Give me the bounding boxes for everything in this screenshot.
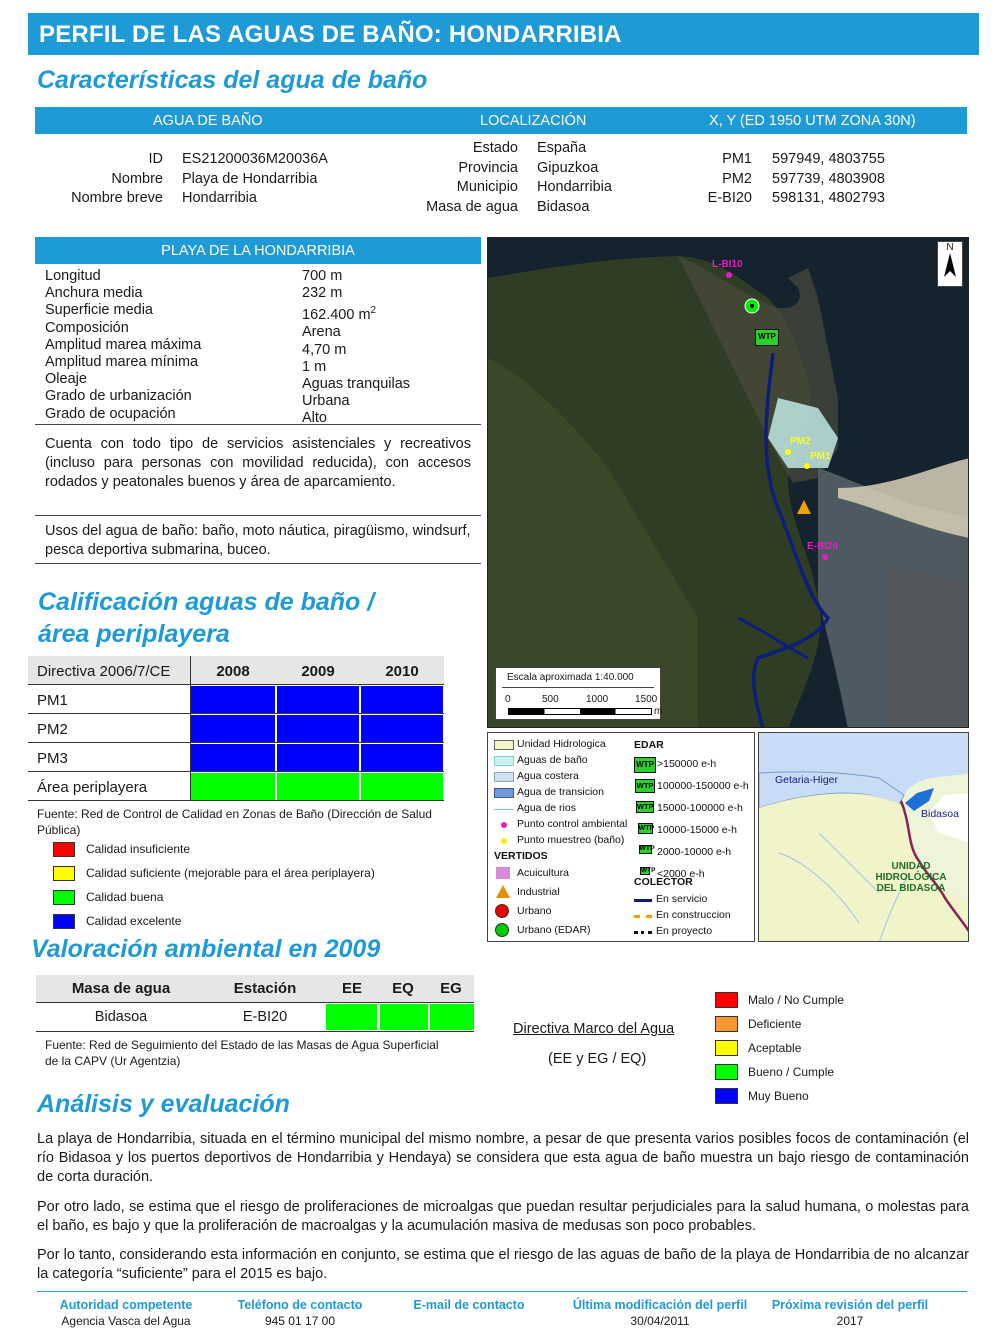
qual-cell xyxy=(361,773,443,800)
estacion-value: E-BI20 xyxy=(242,1009,288,1025)
legend-dot xyxy=(501,838,507,844)
qualification-legend xyxy=(53,842,473,942)
env-cell xyxy=(380,1004,428,1030)
key: Amplitud marea mínima xyxy=(45,354,199,371)
col-eq: EQ xyxy=(392,980,414,997)
key: Nombre xyxy=(111,170,163,187)
wtp-icon: WTP xyxy=(641,867,656,874)
qualification-source: Fuente: Red de Control de Calidad en Zonas de Baño (Dirección de Salud Pública) xyxy=(37,807,432,837)
legend-swatch xyxy=(53,866,75,881)
footer-label: Última modificación del perfil xyxy=(572,1298,748,1312)
characteristics-heading: Características del agua de baño xyxy=(37,66,428,94)
page-header xyxy=(28,13,979,55)
qual-cell xyxy=(277,715,359,742)
vertidos-title: VERTIDOS xyxy=(494,850,548,862)
value: 232 m xyxy=(302,285,343,302)
footer-label: E-mail de contacto xyxy=(413,1298,525,1312)
north-arrow xyxy=(937,241,963,287)
beach-services: Cuenta con todo tipo de servicios asistenciales y recreativos (incluso para personas con movilidad reducida), con accesos rodados y peatonales buenos y área de aparcamiento. xyxy=(35,430,481,516)
footer xyxy=(37,1291,967,1336)
directive-label: Directiva 2006/7/CE xyxy=(37,663,171,680)
legend-label: Unidad Hidrologica xyxy=(517,738,606,750)
environment-source: Fuente: Red de Seguimiento del Estado de las Masas de Agua Superficial de la CAPV (Ur Agentzia) xyxy=(45,1038,439,1068)
year-2009: 2009 xyxy=(301,663,335,680)
legend-label: Punto control ambiental xyxy=(517,818,628,830)
map-image xyxy=(488,238,969,728)
legend-label: Punto muestreo (baño) xyxy=(517,834,625,846)
legend-label: 15000-100000 e-h xyxy=(657,802,743,814)
footer-value: 945 01 17 00 xyxy=(264,1314,336,1328)
qual-cell xyxy=(277,773,359,800)
key: Provincia xyxy=(458,159,518,176)
qual-cell xyxy=(361,744,443,771)
key: Masa de agua xyxy=(426,198,518,215)
legend-symbol xyxy=(496,867,510,879)
legend-line xyxy=(634,899,652,902)
legend-symbol xyxy=(496,885,510,898)
footer-value: Agencia Vasca del Agua xyxy=(61,1314,191,1328)
col-estacion: Estación xyxy=(233,980,297,997)
satellite-map xyxy=(487,237,969,728)
inset-unidad-line: DEL BIDASOA xyxy=(876,883,946,894)
qual-cell xyxy=(361,686,443,713)
footer-label: Autoridad competente xyxy=(59,1298,193,1312)
legend-label: Industrial xyxy=(517,886,560,898)
wtp-icon: WTP xyxy=(635,779,655,793)
wtp-icon: WTP xyxy=(634,757,656,773)
environment-legend xyxy=(715,992,915,1112)
legend-label: Calidad suficiente (mejorable para el área periplayera) xyxy=(86,866,375,880)
col-eg: EG xyxy=(440,980,462,997)
legend-line xyxy=(634,915,652,918)
value: 700 m xyxy=(302,268,343,284)
wtp-icon: WTP xyxy=(639,845,655,852)
scale-tick: 500 xyxy=(542,694,559,705)
masa-value: Bidasoa xyxy=(94,1009,148,1025)
value: 1 m xyxy=(302,358,327,375)
analysis-p2: Por otro lado, se estima que el riesgo de proliferaciones de microalgas que puedan resultar perjudiciales para la salud humana, o molestas para el baño, es bajo y que la proliferación de macroalgas y la acumulación masiva de medusas son poco probables. xyxy=(37,1199,969,1234)
legend-label: 100000-150000 e-h xyxy=(657,780,749,792)
beach-keys xyxy=(45,268,201,423)
label-pm2: PM2 xyxy=(790,436,811,447)
beach-header xyxy=(35,237,481,264)
legend-label: Urbano (EDAR) xyxy=(517,924,591,936)
legend-label: <2000 e-h xyxy=(657,868,705,880)
legend-swatch xyxy=(715,992,738,1008)
characteristics-header-bar xyxy=(35,107,967,134)
qual-cell xyxy=(277,686,359,713)
key: E-BI20 xyxy=(707,190,752,206)
legend-label: >150000 e-h xyxy=(657,758,717,770)
environment-table xyxy=(36,975,474,1032)
qual-row-label: PM1 xyxy=(37,692,68,709)
key: Nombre breve xyxy=(71,190,163,206)
legend-swatch xyxy=(53,890,75,905)
legend-swatch xyxy=(53,842,75,857)
inset-unidad-line: HIDROLÓGICA xyxy=(875,872,947,883)
legend-line xyxy=(634,931,652,934)
key: Municipio xyxy=(456,179,518,195)
edar-title: EDAR xyxy=(634,739,664,751)
legend-swatch xyxy=(494,772,514,782)
coord-keys xyxy=(680,150,752,209)
map-scale xyxy=(495,667,661,720)
wtp-icon: WTP xyxy=(638,824,655,832)
qual-cell xyxy=(191,773,275,800)
key: ID xyxy=(148,151,163,167)
inset-map xyxy=(758,732,969,942)
legend-label: Agua costera xyxy=(517,770,579,782)
analysis-p3: Por lo tanto, considerando esta información en conjunto, se estima que el riesgo de las aguas de baño de la playa de Hondarribia de no alcanzar la categoría “suficiente” para el 2015 es bajo. xyxy=(37,1247,969,1282)
value: Hondarribia xyxy=(182,190,257,206)
legend-symbol xyxy=(495,904,509,918)
year-2010: 2010 xyxy=(385,663,419,680)
value: 597949, 4803755 xyxy=(772,151,885,167)
scale-tick: 0 xyxy=(505,694,511,705)
map-legend xyxy=(487,732,755,942)
superscript: 2 xyxy=(370,305,377,317)
legend-swatch xyxy=(53,914,75,929)
beach-uses: Usos del agua de baño: baño, moto náutica, piragüismo, windsurf, pesca deportiva submarina, buceo. xyxy=(35,516,481,564)
footer-value: 2017 xyxy=(836,1314,864,1328)
legend-label: Calidad insuficiente xyxy=(86,842,191,856)
key: PM2 xyxy=(722,170,752,187)
wtp-icon: WTP xyxy=(755,329,779,346)
col-coords: X, Y (ED 1950 UTM ZONA 30N) xyxy=(709,113,916,129)
qualification-heading-2: área periplayera xyxy=(38,620,230,648)
qual-cell xyxy=(191,715,275,742)
legend-swatch xyxy=(715,1064,738,1080)
legend-label: Aceptable xyxy=(748,1041,802,1055)
value: 597739, 4803908 xyxy=(772,170,885,187)
key: Superficie media xyxy=(45,302,153,319)
analysis-heading: Análisis y evaluación xyxy=(37,1090,290,1118)
qual-cell xyxy=(191,686,275,713)
qual-cell xyxy=(361,715,443,742)
wtp-marker xyxy=(755,326,779,346)
wtp-icon: WTP xyxy=(637,802,654,811)
legend-label: Bueno / Cumple xyxy=(748,1065,835,1079)
key: Composición xyxy=(45,319,129,336)
qual-cell xyxy=(191,744,275,771)
legend-label: En servicio xyxy=(656,893,708,905)
legend-label: Urbano xyxy=(517,905,552,917)
loc-keys xyxy=(380,139,518,217)
value: Arena xyxy=(302,324,341,341)
label-lbi10: L-BI10 xyxy=(712,259,743,270)
col-masa: Masa de agua xyxy=(71,980,171,997)
scale-tick: 1000 xyxy=(586,694,609,705)
col-ee: EE xyxy=(341,980,362,997)
legend-label: Acuicultura xyxy=(517,867,569,879)
north-arrow-icon xyxy=(943,253,957,279)
value: ES21200036M20036A xyxy=(182,151,328,167)
value: 598131, 4802793 xyxy=(772,190,885,206)
qual-cell xyxy=(277,744,359,771)
label-pm1: PM1 xyxy=(810,451,831,462)
qualification-table xyxy=(28,656,444,802)
colector-title: COLECTOR xyxy=(634,876,693,888)
legend-swatch xyxy=(494,740,514,750)
value: Urbana xyxy=(302,393,350,410)
legend-label: Calidad excelente xyxy=(86,914,182,928)
qual-row-label: Área periplayera xyxy=(37,779,148,796)
legend-label: 2000-10000 e-h xyxy=(657,846,732,858)
footer-value: 30/04/2011 xyxy=(630,1314,690,1328)
beach-values xyxy=(302,268,410,428)
legend-label: En construccion xyxy=(656,909,731,921)
inset-map-image xyxy=(759,733,969,942)
legend-label: Calidad buena xyxy=(86,890,164,904)
legend-swatch xyxy=(494,756,514,766)
value xyxy=(302,302,410,324)
label-ebi20: E-BI20 xyxy=(807,541,839,552)
legend-symbol xyxy=(495,923,509,937)
legend-swatch xyxy=(715,1040,738,1056)
env-cell xyxy=(430,1004,474,1030)
legend-swatch xyxy=(494,788,514,798)
value: Playa de Hondarribia xyxy=(182,170,318,187)
legend-swatch xyxy=(715,1088,738,1104)
scale-unit: m xyxy=(654,706,663,717)
beach-table xyxy=(35,264,481,425)
key: Grado de ocupación xyxy=(45,405,176,422)
agua-keys xyxy=(35,150,163,209)
col-localizacion: LOCALIZACIÓN xyxy=(480,113,587,129)
analysis-p1: La playa de Hondarribia, situada en el término municipal del mismo nombre, a pesar de que presenta varios posibles focos de contaminación (el río Bidasoa y los puertos deportivos de Hondarribia y Hendaya) se considera que esta agua de baño muestra un bajo riesgo de contaminación de corta duración. xyxy=(37,1131,969,1185)
key: Anchura media xyxy=(45,285,143,302)
scale-tick: 1500 xyxy=(635,694,658,705)
key: Longitud xyxy=(45,268,101,284)
key: Amplitud marea máxima xyxy=(45,336,202,353)
inset-getaria: Getaria-Higer xyxy=(775,774,839,786)
value: 4,70 m xyxy=(302,341,347,358)
key: Oleaje xyxy=(45,371,87,388)
footer-label: Teléfono de contacto xyxy=(237,1298,363,1312)
col-agua: AGUA DE BAÑO xyxy=(153,113,263,129)
legend-label: Malo / No Cumple xyxy=(748,993,845,1007)
footer-label: Próxima revisión del perfil xyxy=(771,1298,929,1312)
key: Estado xyxy=(472,140,518,156)
legend-label: Agua de rios xyxy=(517,802,576,814)
north-label: N xyxy=(946,242,954,253)
year-2008: 2008 xyxy=(216,663,250,680)
legend-label: En proyecto xyxy=(656,925,713,937)
scale-title: Escala aproximada 1:40.000 xyxy=(507,672,634,683)
value: Gipuzkoa xyxy=(537,159,599,176)
environment-heading: Valoración ambiental en 2009 xyxy=(31,935,381,963)
key: PM1 xyxy=(722,151,752,167)
legend-label: Aguas de baño xyxy=(517,754,588,766)
env-cell xyxy=(326,1004,377,1030)
value: Hondarribia xyxy=(537,179,612,195)
value-text: 162.400 m xyxy=(302,307,371,324)
value: España xyxy=(537,140,587,156)
qualification-heading-1: Calificación aguas de baño / xyxy=(38,588,375,616)
value: Bidasoa xyxy=(537,198,590,215)
legend-line xyxy=(494,809,514,810)
legend-label: Agua de transicion xyxy=(517,786,604,798)
qual-row-label: PM3 xyxy=(37,750,68,767)
coord-values xyxy=(772,150,885,209)
inset-unidad-line: UNIDAD xyxy=(891,861,931,872)
legend-label: 10000-15000 e-h xyxy=(657,824,737,836)
agua-values xyxy=(182,150,328,209)
directive-sub: (EE y EG / EQ) xyxy=(548,1051,647,1067)
legend-swatch xyxy=(715,1016,738,1032)
qual-row-label: PM2 xyxy=(37,721,68,738)
loc-values xyxy=(537,139,612,217)
legend-label: Muy Bueno xyxy=(748,1089,809,1103)
value: Alto xyxy=(302,410,327,427)
page-title: PERFIL DE LAS AGUAS DE BAÑO: HONDARRIBIA xyxy=(39,21,622,48)
divider xyxy=(190,656,191,801)
directive-marco: Directiva Marco del Agua xyxy=(513,1021,675,1037)
inset-bidasoa: Bidasoa xyxy=(921,808,959,820)
legend-label: Deficiente xyxy=(748,1017,802,1031)
inset-unidad xyxy=(861,861,961,894)
value: Aguas tranquilas xyxy=(302,376,411,393)
key: Grado de urbanización xyxy=(45,388,192,405)
beach-title: PLAYA DE LA HONDARRIBIA xyxy=(161,243,355,259)
legend-dot xyxy=(501,822,507,828)
